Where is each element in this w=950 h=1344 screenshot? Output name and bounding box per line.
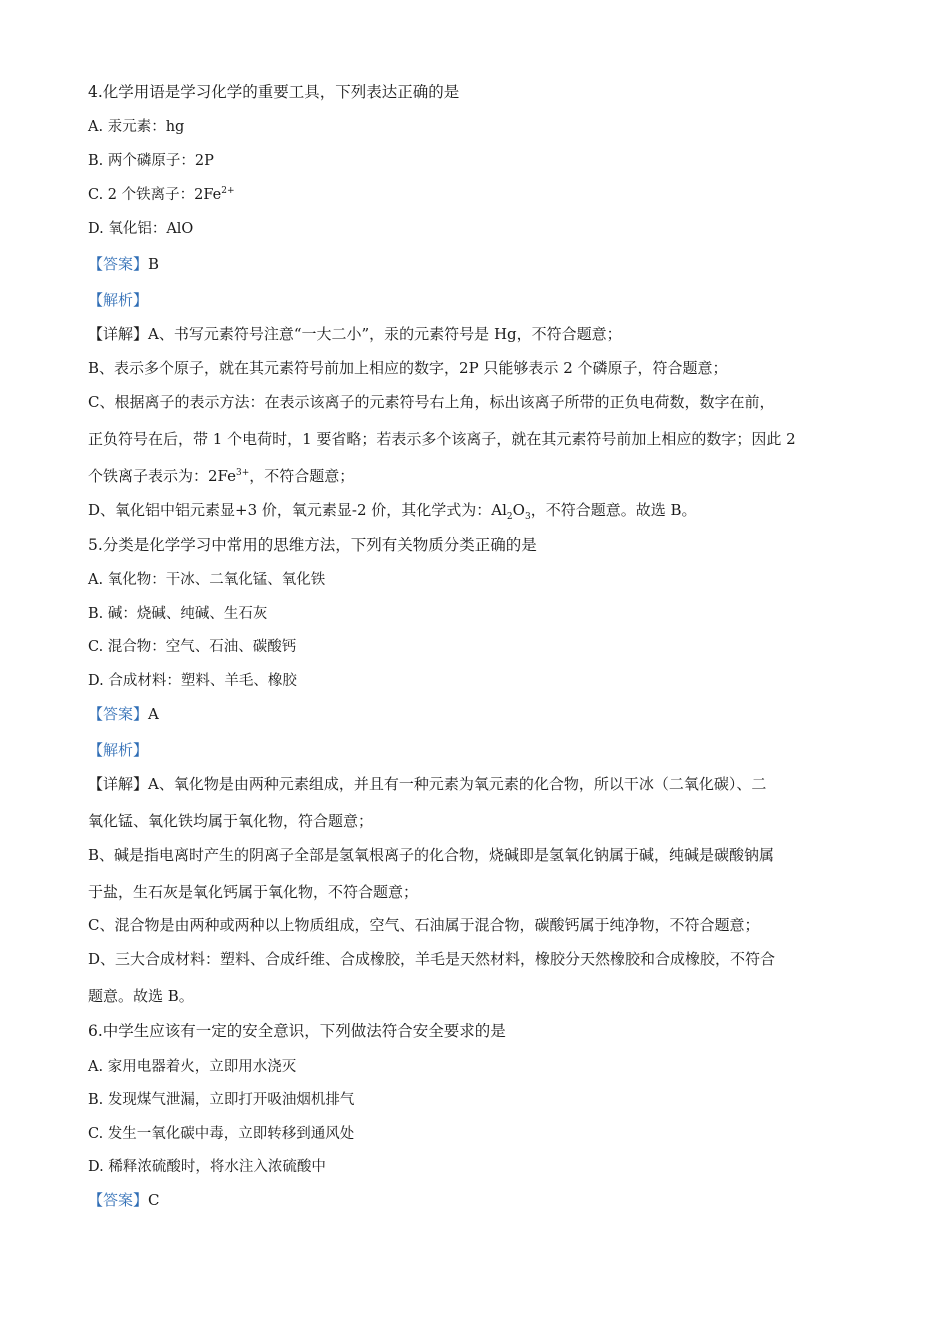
q6-option-c: C. 发生一氧化碳中毒，立即转移到通风处	[88, 1126, 355, 1142]
q5-option-c: C. 混合物：空气、石油、碳酸钙	[88, 639, 297, 655]
q6-answer-value: C	[148, 1191, 160, 1209]
q4-detail-tag: 【详解】	[88, 325, 149, 343]
q5-detail-6: D、三大合成材料：塑料、合成纤维、合成橡胶，羊毛是天然材料，橡胶分天然橡胶和合成橡胶，不符合	[88, 950, 776, 968]
q5-answer-tag: 【答案】	[88, 705, 149, 723]
q5-analysis-tag: 【解析】	[88, 741, 149, 759]
q5-stem: 5.分类是化学学习中常用的思维方法，下列有关物质分类正确的是	[88, 536, 537, 554]
q4-detail-6	[88, 500, 697, 520]
q4-analysis-tag: 【解析】	[88, 291, 149, 309]
q4-detail-6-sub1: 2	[506, 512, 513, 522]
q4-detail-6-pre: D、氧化铝中铝元素显+3 价，氧元素显-2 价，其化学式为：Al	[88, 501, 507, 519]
q4-detail-6-mid: O	[512, 501, 525, 519]
q4-detail-1	[88, 324, 622, 344]
q4-detail-5-pre: 个铁离子表示为：2Fe	[88, 467, 237, 485]
q4-stem: 4.化学用语是学习化学的重要工具，下列表达正确的是	[88, 83, 460, 101]
q4-answer	[88, 254, 159, 274]
q5-detail-5: C、混合物是由两种或两种以上物质组成，空气、石油属于混合物，碳酸钙属于纯净物，不符合题意；	[88, 916, 760, 934]
q5-detail-1-text: A、氧化物是由两种元素组成，并且有一种元素为氧元素的化合物，所以干冰（二氧化碳）、二	[148, 775, 767, 793]
q6-stem: 6.中学生应该有一定的安全意识，下列做法符合安全要求的是	[88, 1022, 506, 1040]
q5-detail-4: 于盐，生石灰是氧化钙属于氧化物，不符合题意；	[88, 883, 419, 901]
q4-option-b: B. 两个磷原子：2P	[88, 153, 214, 169]
q5-detail-tag: 【详解】	[88, 775, 149, 793]
q5-option-b: B. 碱：烧碱、纯碱、生石灰	[88, 606, 268, 622]
q4-answer-value: B	[148, 255, 160, 273]
q4-option-c-charge: 2+	[221, 186, 235, 197]
q6-option-b: B. 发现煤气泄漏，立即打开吸油烟机排气	[88, 1092, 355, 1108]
q6-option-a: A. 家用电器着火，立即用水浇灭	[88, 1059, 297, 1075]
q4-detail-5-charge: 3+	[236, 468, 250, 478]
q5-detail-7: 题意。故选 B。	[88, 987, 194, 1005]
q4-option-d: D. 氧化铝：AlO	[88, 221, 194, 237]
q6-answer	[88, 1190, 160, 1210]
q4-option-a: A. 汞元素：hg	[88, 119, 185, 135]
q4-option-c-text: C. 2 个铁离子：2Fe	[88, 187, 222, 203]
q4-detail-6-sub2: 3	[524, 512, 531, 522]
q4-answer-tag: 【答案】	[88, 255, 149, 273]
q4-detail-5	[88, 466, 354, 486]
q4-detail-5-post: ，不符合题意；	[249, 467, 355, 485]
q4-detail-6-post: ，不符合题意。故选 B。	[530, 501, 697, 519]
q4-detail-4: 正负符号在后，带 1 个电荷时，1 要省略；若表示多个该离子，就在其元素符号前加上相应的数字；因此 2	[88, 430, 796, 448]
q5-answer	[88, 704, 159, 724]
q5-option-d: D. 合成材料：塑料、羊毛、橡胶	[88, 673, 297, 689]
q4-option-c	[88, 185, 235, 205]
q5-detail-3: B、碱是指电离时产生的阴离子全部是氢氧根离子的化合物，烧碱即是氢氧化钠属于碱，纯碱是碳酸钠属	[88, 846, 775, 864]
q4-detail-2: B、表示多个原子，就在其元素符号前加上相应的数字，2P 只能够表示 2 个磷原子，符合题意；	[88, 359, 728, 377]
q4-detail-1-text: A、书写元素符号注意“一大二小”，汞的元素符号是 Hg，不符合题意；	[148, 325, 622, 343]
q4-detail-3: C、根据离子的表示方法：在表示该离子的元素符号右上角，标出该离子所带的正负电荷数，数字在前，	[88, 393, 775, 411]
q6-answer-tag: 【答案】	[88, 1191, 149, 1209]
q5-detail-2: 氧化锰、氧化铁均属于氧化物，符合题意；	[88, 812, 374, 830]
q6-option-d: D. 稀释浓硫酸时，将水注入浓硫酸中	[88, 1159, 326, 1175]
q5-option-a: A. 氧化物：干冰、二氧化锰、氧化铁	[88, 572, 326, 588]
q5-answer-value: A	[148, 705, 159, 723]
q5-detail-1	[88, 774, 766, 794]
